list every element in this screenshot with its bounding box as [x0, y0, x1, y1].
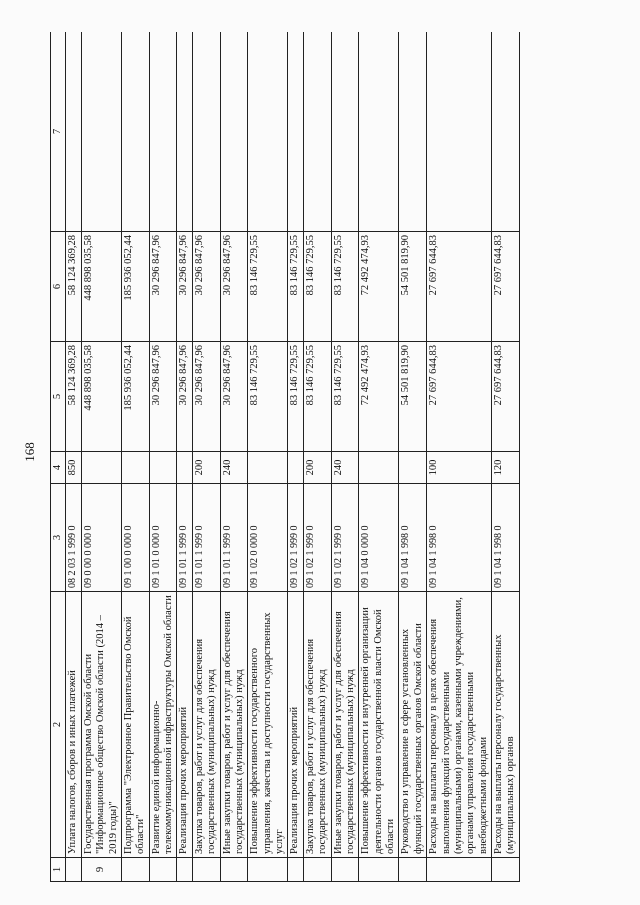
- expense-type-cell: [399, 452, 427, 484]
- note-cell: [121, 32, 149, 232]
- note-cell: [288, 32, 303, 232]
- note-cell: [359, 32, 399, 232]
- note-cell: [81, 32, 121, 232]
- amount-cell: 30 296 847,96: [220, 342, 248, 452]
- amount-cell: 30 296 847,96: [192, 342, 220, 452]
- name-cell: Расходы на выплаты персоналу государственных (муниципальных) органов: [492, 592, 520, 858]
- expense-type-cell: [81, 452, 121, 484]
- code-cell: 09 0 00 0 000 0: [81, 484, 121, 592]
- table-row: [81, 32, 121, 882]
- amount-cell: 58 124 369,28: [66, 342, 81, 452]
- row-number-cell: [288, 858, 303, 882]
- name-cell: Повышение эффективности и внутренней организации деятельности органов государственной власти Омской области: [359, 592, 399, 858]
- note-cell: [66, 32, 81, 232]
- header-cell: 6: [51, 232, 66, 342]
- code-cell: 09 1 00 0 000 0: [121, 484, 149, 592]
- name-cell: Руководство и управление в сфере установленных функций государственных органов Омской области: [399, 592, 427, 858]
- amount-cell: 83 146 729,55: [248, 232, 288, 342]
- row-number-cell: [331, 858, 359, 882]
- expense-type-cell: 240: [331, 452, 359, 484]
- row-number-cell: [192, 858, 220, 882]
- note-cell: [177, 32, 192, 232]
- code-cell: 09 1 04 0 000 0: [359, 484, 399, 592]
- table-row: [359, 32, 399, 882]
- row-number-cell: [399, 858, 427, 882]
- row-number-cell: [492, 858, 520, 882]
- name-cell: Закупка товаров, работ и услуг для обеспечения государственных (муниципальных) нужд: [192, 592, 220, 858]
- expense-type-cell: 200: [303, 452, 331, 484]
- amount-cell: 83 146 729,55: [303, 232, 331, 342]
- table-row: [399, 32, 427, 882]
- row-number-cell: [427, 858, 492, 882]
- amount-cell: 448 898 035,58: [81, 232, 121, 342]
- budget-table: [50, 32, 520, 882]
- name-cell: Иные закупки товаров, работ и услуг для обеспечения государственных (муниципальных) нужд: [220, 592, 248, 858]
- table-row: [303, 32, 331, 882]
- note-cell: [492, 32, 520, 232]
- amount-cell: 185 936 052,44: [121, 342, 149, 452]
- amount-cell: 83 146 729,55: [288, 232, 303, 342]
- expense-type-cell: 850: [66, 452, 81, 484]
- amount-cell: 30 296 847,96: [149, 342, 177, 452]
- row-number-cell: [220, 858, 248, 882]
- expense-type-cell: 120: [492, 452, 520, 484]
- amount-cell: 72 492 474,93: [359, 232, 399, 342]
- table-row: [177, 32, 192, 882]
- code-cell: 09 1 02 1 999 0: [288, 484, 303, 592]
- header-cell: 3: [51, 484, 66, 592]
- header-cell: 5: [51, 342, 66, 452]
- note-cell: [399, 32, 427, 232]
- amount-cell: 27 697 644,83: [427, 342, 492, 452]
- row-number-cell: [303, 858, 331, 882]
- code-cell: 09 1 01 0 000 0: [149, 484, 177, 592]
- row-number-cell: [149, 858, 177, 882]
- amount-cell: 30 296 847,96: [192, 232, 220, 342]
- amount-cell: 83 146 729,55: [288, 342, 303, 452]
- table-row: [66, 32, 81, 882]
- code-cell: 09 1 02 1 999 0: [303, 484, 331, 592]
- expense-type-cell: [248, 452, 288, 484]
- header-cell: 1: [51, 858, 66, 882]
- amount-cell: 185 936 052,44: [121, 232, 149, 342]
- note-cell: [248, 32, 288, 232]
- amount-cell: 54 501 819,90: [399, 342, 427, 452]
- expense-type-cell: [149, 452, 177, 484]
- row-number-cell: 9: [81, 858, 121, 882]
- code-cell: 09 1 02 0 000 0: [248, 484, 288, 592]
- code-cell: 09 1 04 1 998 0: [399, 484, 427, 592]
- amount-cell: 27 697 644,83: [492, 342, 520, 452]
- note-cell: [192, 32, 220, 232]
- expense-type-cell: 240: [220, 452, 248, 484]
- header-cell: 4: [51, 452, 66, 484]
- code-cell: 09 1 01 1 999 0: [220, 484, 248, 592]
- expense-type-cell: [177, 452, 192, 484]
- table-body: [51, 32, 520, 882]
- name-cell: Расходы на выплаты персоналу в целях обеспечения выполнения функций государственными (муниципальными) органами, казенными учреждениями, органами управления государственными внебюджетными фондами: [427, 592, 492, 858]
- name-cell: Реализация прочих мероприятий: [177, 592, 192, 858]
- table-row: [331, 32, 359, 882]
- name-cell: Реализация прочих мероприятий: [288, 592, 303, 858]
- expense-type-cell: 100: [427, 452, 492, 484]
- code-cell: 09 1 04 1 998 0: [492, 484, 520, 592]
- rotated-table-frame: [50, 32, 570, 882]
- header-row: [51, 32, 66, 882]
- row-number-cell: [177, 858, 192, 882]
- table-row: [192, 32, 220, 882]
- table-row: [427, 32, 492, 882]
- code-cell: 09 1 01 1 999 0: [177, 484, 192, 592]
- expense-type-cell: [359, 452, 399, 484]
- amount-cell: 30 296 847,96: [177, 342, 192, 452]
- row-number-cell: [66, 858, 81, 882]
- row-number-cell: [121, 858, 149, 882]
- table-row: [121, 32, 149, 882]
- amount-cell: 27 697 644,83: [427, 232, 492, 342]
- header-cell: 2: [51, 592, 66, 858]
- name-cell: Уплата налогов, сборов и иных платежей: [66, 592, 81, 858]
- expense-type-cell: [121, 452, 149, 484]
- table-container: [50, 32, 570, 882]
- note-cell: [331, 32, 359, 232]
- name-cell: Повышение эффективности государственного управления, качества и доступности государственных услуг: [248, 592, 288, 858]
- amount-cell: 72 492 474,93: [359, 342, 399, 452]
- amount-cell: 83 146 729,55: [331, 232, 359, 342]
- amount-cell: 30 296 847,96: [220, 232, 248, 342]
- name-cell: Закупка товаров, работ и услуг для обеспечения государственных (муниципальных) нужд: [303, 592, 331, 858]
- note-cell: [220, 32, 248, 232]
- amount-cell: 30 296 847,96: [177, 232, 192, 342]
- table-row: [220, 32, 248, 882]
- code-cell: 09 1 04 1 998 0: [427, 484, 492, 592]
- page-number: 168: [22, 442, 37, 462]
- amount-cell: 83 146 729,55: [248, 342, 288, 452]
- note-cell: [427, 32, 492, 232]
- expense-type-cell: [288, 452, 303, 484]
- amount-cell: 58 124 369,28: [66, 232, 81, 342]
- header-cell: 7: [51, 32, 66, 232]
- table-row: [288, 32, 303, 882]
- table-row: [492, 32, 520, 882]
- note-cell: [149, 32, 177, 232]
- row-number-cell: [359, 858, 399, 882]
- amount-cell: 83 146 729,55: [331, 342, 359, 452]
- table-row: [248, 32, 288, 882]
- amount-cell: 83 146 729,55: [303, 342, 331, 452]
- code-cell: 09 1 02 1 999 0: [331, 484, 359, 592]
- code-cell: 09 1 01 1 999 0: [192, 484, 220, 592]
- amount-cell: 27 697 644,83: [492, 232, 520, 342]
- row-number-cell: [248, 858, 288, 882]
- name-cell: Государственная программа Омской области "Информационное общество Омской области (2014 – 2019 годы)": [81, 592, 121, 858]
- amount-cell: 448 898 035,58: [81, 342, 121, 452]
- name-cell: Иные закупки товаров, работ и услуг для обеспечения государственных (муниципальных) нужд: [331, 592, 359, 858]
- name-cell: Развитие единой информационно-телекоммуникационной инфраструктуры Омской области: [149, 592, 177, 858]
- name-cell: Подпрограмма "Электронное Правительство Омской области": [121, 592, 149, 858]
- note-cell: [303, 32, 331, 232]
- table-row: [149, 32, 177, 882]
- amount-cell: 30 296 847,96: [149, 232, 177, 342]
- code-cell: 08 2 03 1 999 0: [66, 484, 81, 592]
- amount-cell: 54 501 819,90: [399, 232, 427, 342]
- expense-type-cell: 200: [192, 452, 220, 484]
